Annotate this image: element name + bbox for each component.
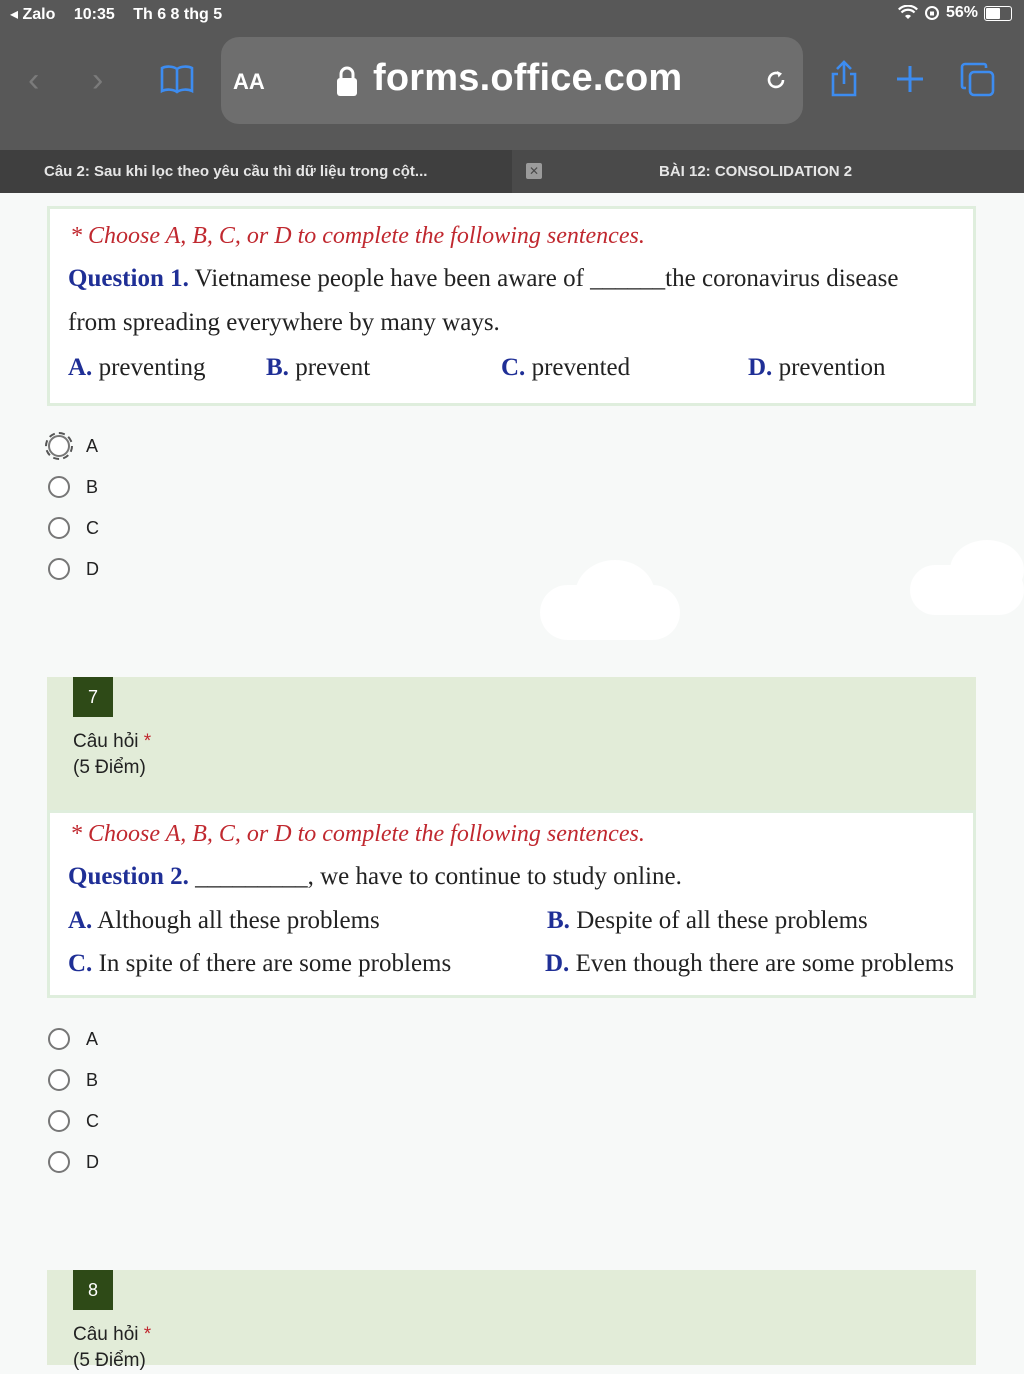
url-domain: forms.office.com xyxy=(373,57,683,99)
question-number: 7 xyxy=(73,677,113,717)
question-points: (5 Điểm) xyxy=(73,1350,146,1371)
option-a: A. preventing xyxy=(68,354,206,381)
question-title: Câu hỏi * (5 Điểm) xyxy=(73,731,152,778)
new-tab-plus-icon[interactable] xyxy=(895,64,925,94)
status-date: Th 6 8 thg 5 xyxy=(133,6,223,23)
radio-button[interactable] xyxy=(48,1028,70,1050)
required-mark: * xyxy=(143,1324,152,1345)
orientation-lock-icon xyxy=(924,5,940,21)
radio-option-c[interactable] xyxy=(48,1107,99,1135)
question-line-1: Vietnamese people have been aware of ______the coronavirus disease xyxy=(188,265,899,292)
tab-1-label: Câu 2: Sau khi lọc theo yêu cầu thì dữ liệu trong cột... xyxy=(44,163,428,180)
address-bar[interactable] xyxy=(221,37,803,124)
option-a: A. Although all these problems xyxy=(68,907,380,934)
radio-label: C xyxy=(86,1110,99,1131)
close-tab-icon[interactable]: ✕ xyxy=(526,163,542,179)
question-8-header xyxy=(47,1270,976,1371)
radio-option-b[interactable] xyxy=(48,473,98,501)
question-2-image xyxy=(47,810,976,998)
question-line-1: _________, we have to continue to study online. xyxy=(188,863,682,890)
option-c: C. In spite of there are some problems xyxy=(68,950,452,977)
back-to-app[interactable]: ◂ Zalo xyxy=(10,6,56,23)
radio-option-b[interactable] xyxy=(48,1066,98,1094)
back-arrow-icon[interactable]: ‹ xyxy=(28,61,40,99)
background-cloud xyxy=(575,560,655,630)
lock-icon xyxy=(335,65,359,97)
text-size-button[interactable]: AA xyxy=(233,69,265,94)
radio-option-c[interactable] xyxy=(48,514,99,542)
status-bar xyxy=(0,0,1024,28)
question-points: (5 Điểm) xyxy=(73,757,146,778)
status-time: 10:35 xyxy=(73,6,115,23)
tab-2-label[interactable]: BÀI 12: CONSOLIDATION 2 xyxy=(659,163,853,180)
option-b: B. Despite of all these problems xyxy=(547,907,868,934)
question-1-text xyxy=(68,265,898,293)
radio-label: D xyxy=(86,1151,99,1172)
question-instruction: * Choose A, B, C, or D to complete the following sentences. xyxy=(70,223,645,249)
radio-button[interactable] xyxy=(48,558,70,580)
radio-label: A xyxy=(86,435,99,456)
radio-label: D xyxy=(86,558,99,579)
radio-button[interactable] xyxy=(48,517,70,539)
wifi-icon xyxy=(898,5,918,21)
radio-label: C xyxy=(86,517,99,538)
radio-button[interactable] xyxy=(48,1151,70,1173)
question-label: Question 1. xyxy=(68,265,189,292)
question-label: Question 2. xyxy=(68,863,189,890)
radio-label: B xyxy=(86,476,99,497)
radio-option-d[interactable] xyxy=(48,555,99,583)
bookmarks-icon[interactable] xyxy=(160,64,194,94)
question-7-header xyxy=(47,677,976,812)
option-c: C. prevented xyxy=(501,354,631,381)
radio-button[interactable] xyxy=(48,1069,70,1091)
question-2-text xyxy=(68,863,682,891)
question-line-2: from spreading everywhere by many ways. xyxy=(68,309,500,336)
option-d: D. Even though there are some problems xyxy=(545,950,954,977)
question-instruction: * Choose A, B, C, or D to complete the following sentences. xyxy=(70,821,645,847)
tab-1[interactable] xyxy=(0,150,512,193)
question-1-image xyxy=(47,206,976,406)
radio-label: B xyxy=(86,1069,99,1090)
radio-label: A xyxy=(86,1028,99,1049)
radio-option-d[interactable] xyxy=(48,1148,99,1176)
browser-chrome xyxy=(0,0,1024,150)
share-icon[interactable] xyxy=(829,60,859,98)
background-cloud xyxy=(950,540,1024,600)
radio-button[interactable] xyxy=(48,1110,70,1132)
battery-percent: 56% xyxy=(945,4,978,21)
tab-bar xyxy=(0,150,1024,193)
option-b: B. prevent xyxy=(266,354,371,381)
radio-option-a[interactable] xyxy=(48,1025,98,1053)
radio-button[interactable] xyxy=(48,435,70,457)
battery-icon xyxy=(984,6,1012,21)
tabs-overview-icon[interactable] xyxy=(960,62,996,98)
forward-arrow-icon[interactable]: › xyxy=(92,61,104,99)
required-mark: * xyxy=(143,731,152,752)
option-d: D. prevention xyxy=(748,354,886,381)
radio-option-a[interactable] xyxy=(48,432,98,460)
reload-icon[interactable] xyxy=(763,67,789,93)
radio-button[interactable] xyxy=(48,476,70,498)
question-title: Câu hỏi * (5 Điểm) xyxy=(73,1324,152,1371)
question-number: 8 xyxy=(73,1270,113,1310)
